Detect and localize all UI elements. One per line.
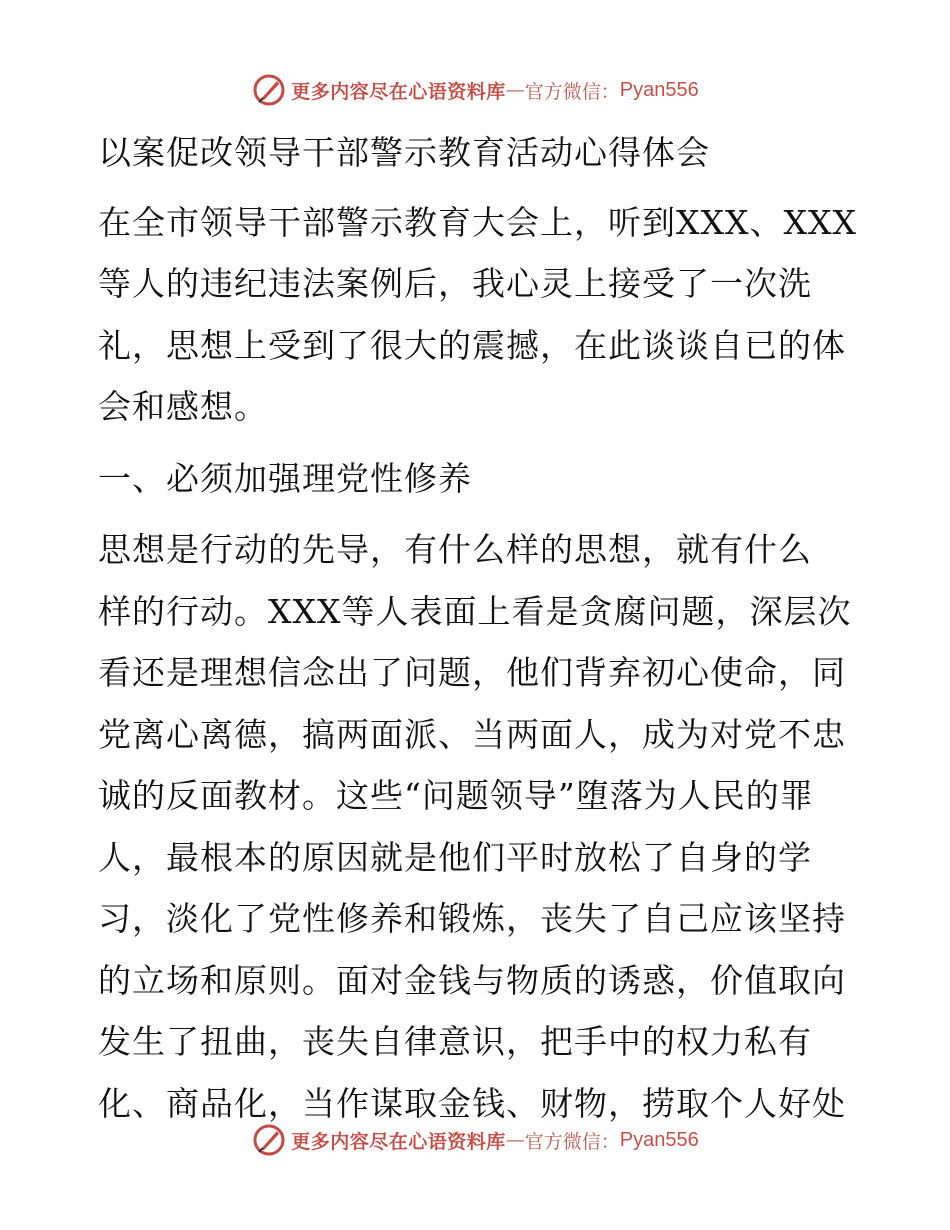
document-body [98, 122, 858, 1134]
header-watermark-banner [0, 70, 950, 110]
banner-site-text: 更多内容尽在心语资料库 [291, 80, 506, 103]
banner-wechat-label: 官方微信： [524, 1130, 620, 1153]
section-heading: 一、必须加强理党性修养 [98, 458, 472, 498]
body-line: 习，淡化了党性修养和锻炼，丧失了自己应该坚持 [98, 899, 846, 938]
banner-site-text: 更多内容尽在心语资料库 [291, 1130, 506, 1153]
body-line: 诚的反面教材。这些“问题领导”堕落为人民的罪 [98, 776, 814, 815]
body-line: 样的行动。XXX等人表面上看是贪腐问题，深层次 [98, 591, 852, 631]
body-line: 思想是行动的先导，有什么样的思想，就有什么 [98, 530, 812, 569]
body-line: 看还是理想信念出了问题，他们背弃初心使命，同 [98, 653, 846, 692]
body-line: 发生了扭曲，丧失自律意识，把手中的权力私有 [98, 1022, 812, 1061]
footer-watermark-banner [0, 1120, 950, 1160]
quill-in-circle-icon [251, 72, 287, 108]
intro-line: 等人的违纪违法案例后，我心灵上接受了一次洗 [98, 264, 812, 303]
banner-wechat-label: 官方微信： [524, 80, 620, 103]
banner-separator: — [505, 79, 525, 101]
banner-wechat-id: Pyan556 [619, 1128, 699, 1151]
intro-line: 会和感想。 [98, 387, 268, 426]
body-line: 化、商品化，当作谋取金钱、财物，捞取个人好处 [98, 1083, 846, 1123]
body-line: 党离心离德，搞两面派、当两面人，成为对党不忠 [98, 714, 846, 754]
intro-line: 在全市领导干部警示教育大会上，听到XXX、XXX [98, 202, 857, 242]
intro-line: 礼，思想上受到了很大的震撼，在此谈谈自已的体 [98, 325, 846, 365]
banner-separator: — [505, 1129, 525, 1151]
quill-in-circle-icon [251, 1122, 287, 1158]
document-title: 以案促改领导干部警示教育活动心得体会 [98, 133, 710, 172]
body-line: 的立场和原则。面对金钱与物质的诱惑，价值取向 [98, 960, 846, 1000]
body-line: 人，最根本的原因就是他们平时放松了自身的学 [98, 837, 812, 877]
banner-wechat-id: Pyan556 [619, 78, 699, 101]
